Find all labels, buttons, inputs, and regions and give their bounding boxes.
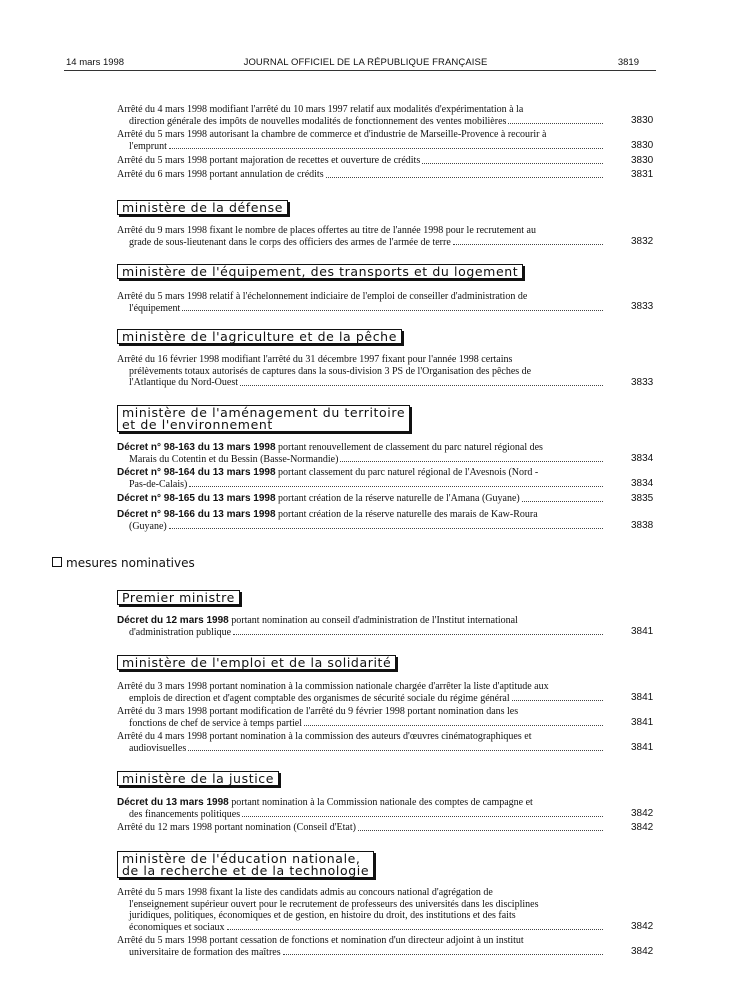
entry-item: Arrêté du 12 mars 1998 portant nomination (Conseil d'Etat) [117, 822, 605, 834]
entry-item: Décret du 12 mars 1998 portant nomination au conseil d'administration de l'Institut international d'administration publique [117, 615, 605, 638]
entry-page: 3842 [631, 921, 654, 932]
entry-item: Décret n° 98-166 du 13 mars 1998 portant création de la réserve naturelle des marais de Kaw-Roura (Guyane) [117, 509, 605, 532]
section-heading-defense: ministère de la défense [117, 200, 288, 215]
entry-item: Arrêté du 6 mars 1998 portant annulation de crédits [117, 169, 605, 181]
entry-item: Arrêté du 5 mars 1998 portant majoration de recettes et ouverture de crédits [117, 155, 605, 167]
entry-item: Décret n° 98-163 du 13 mars 1998 portant renouvellement de classement du parc naturel régional des Marais du Cotentin et du Bessin (Basse-Normandie) [117, 442, 605, 465]
section-heading-premier-ministre: Premier ministre [117, 590, 240, 605]
entry-page: 3834 [631, 478, 654, 489]
entry-page: 3834 [631, 453, 654, 464]
entry-item: Arrêté du 4 mars 1998 portant nomination à la commission des auteurs d'œuvres cinématographiques et audiovisuelles [117, 731, 605, 754]
page-number: 3819 [617, 57, 639, 68]
entry-page: 3841 [631, 692, 654, 703]
header-rule [64, 70, 656, 71]
entry-page: 3838 [631, 520, 654, 531]
section-mesures-nominatives: mesures nominatives [52, 556, 195, 570]
entry-page: 3833 [631, 377, 654, 388]
entry-item: Arrêté du 4 mars 1998 modifiant l'arrêté du 10 mars 1997 relatif aux modalités d'expérimentation à la direction générale des impôts de nouvelles modalités de fonctionnement des ventes mobilières [117, 104, 605, 127]
entry-page: 3835 [631, 493, 654, 504]
section-heading-justice: ministère de la justice [117, 771, 279, 786]
entry-page: 3842 [631, 822, 654, 833]
entry-item: Décret du 13 mars 1998 portant nomination à la Commission nationale des comptes de campagne et des financements politiques [117, 797, 605, 820]
entry-page: 3842 [631, 808, 654, 819]
entry-page: 3842 [631, 946, 654, 957]
section-heading-emploi: ministère de l'emploi et de la solidarité [117, 655, 396, 670]
entry-page: 3830 [631, 115, 654, 126]
entry-item: Arrêté du 3 mars 1998 portant modification de l'arrêté du 9 février 1998 portant nomination dans les fonctions de chef de service à temps partiel [117, 706, 605, 729]
entry-page: 3841 [631, 717, 654, 728]
entry-item: Arrêté du 5 mars 1998 autorisant la chambre de commerce et d'industrie de Marseille-Provence à recourir à l'emprunt [117, 129, 605, 152]
entry-item: Arrêté du 5 mars 1998 relatif à l'échelonnement indiciaire de l'emploi de conseiller d'administration de l'équipement [117, 291, 605, 314]
entry-item: Arrêté du 3 mars 1998 portant nomination à la commission nationale chargée d'arrêter la liste d'aptitude aux emplois de direction et d'agent comptable des organismes de sécurité sociale du régime général [117, 681, 605, 704]
entry-item: Arrêté du 9 mars 1998 fixant le nombre de places offertes au titre de l'année 1998 pour le recrutement au grade de sous-lieutenant dans le corps des officiers des armes de l'armée de terre [117, 225, 605, 248]
entry-item: Décret n° 98-164 du 13 mars 1998 portant classement du parc naturel régional de l'Avesnois (Nord - Pas-de-Calais) [117, 467, 605, 490]
entry-item: Décret n° 98-165 du 13 mars 1998 portant création de la réserve naturelle de l'Amana (Guyane) [117, 493, 605, 505]
section-heading-equipement: ministère de l'équipement, des transports et du logement [117, 264, 523, 279]
entry-page: 3830 [631, 155, 654, 166]
section-heading-education: ministère de l'éducation nationale, de la recherche et de la technologie [117, 851, 374, 878]
checkbox-square-icon [52, 557, 62, 567]
journal-title: JOURNAL OFFICIEL DE LA RÉPUBLIQUE FRANÇAISE [243, 57, 488, 68]
entry-page: 3841 [631, 742, 654, 753]
entry-page: 3831 [631, 169, 654, 180]
header-date: 14 mars 1998 [66, 57, 125, 68]
entry-page: 3830 [631, 140, 654, 151]
entry-item: Arrêté du 5 mars 1998 fixant la liste des candidats admis au concours national d'agrégation de l'enseignement supérieur ouvert pour le recrutement de professeurs des universités dans les disciplines juridiques, politiques, économiques et de gestion, en histoire du droit, des institutions et des faits économiques et sociaux [117, 887, 605, 933]
entry-item: Arrêté du 5 mars 1998 portant cessation de fonctions et nomination d'un directeur adjoint à un institut universitaire de formation des maîtres [117, 935, 605, 958]
entry-page: 3832 [631, 236, 654, 247]
entry-item: Arrêté du 16 février 1998 modifiant l'arrêté du 31 décembre 1997 fixant pour l'année 1998 certains prélèvements totaux autorisés de captures dans la sous-division 3 PS de l'Organisation des pêches de l'Atlantique du Nord-Ouest [117, 354, 605, 389]
section-heading-amenagement: ministère de l'aménagement du territoire et de l'environnement [117, 405, 410, 432]
entry-page: 3833 [631, 301, 654, 312]
entry-page: 3841 [631, 626, 654, 637]
section-heading-agriculture: ministère de l'agriculture et de la pêche [117, 329, 402, 344]
